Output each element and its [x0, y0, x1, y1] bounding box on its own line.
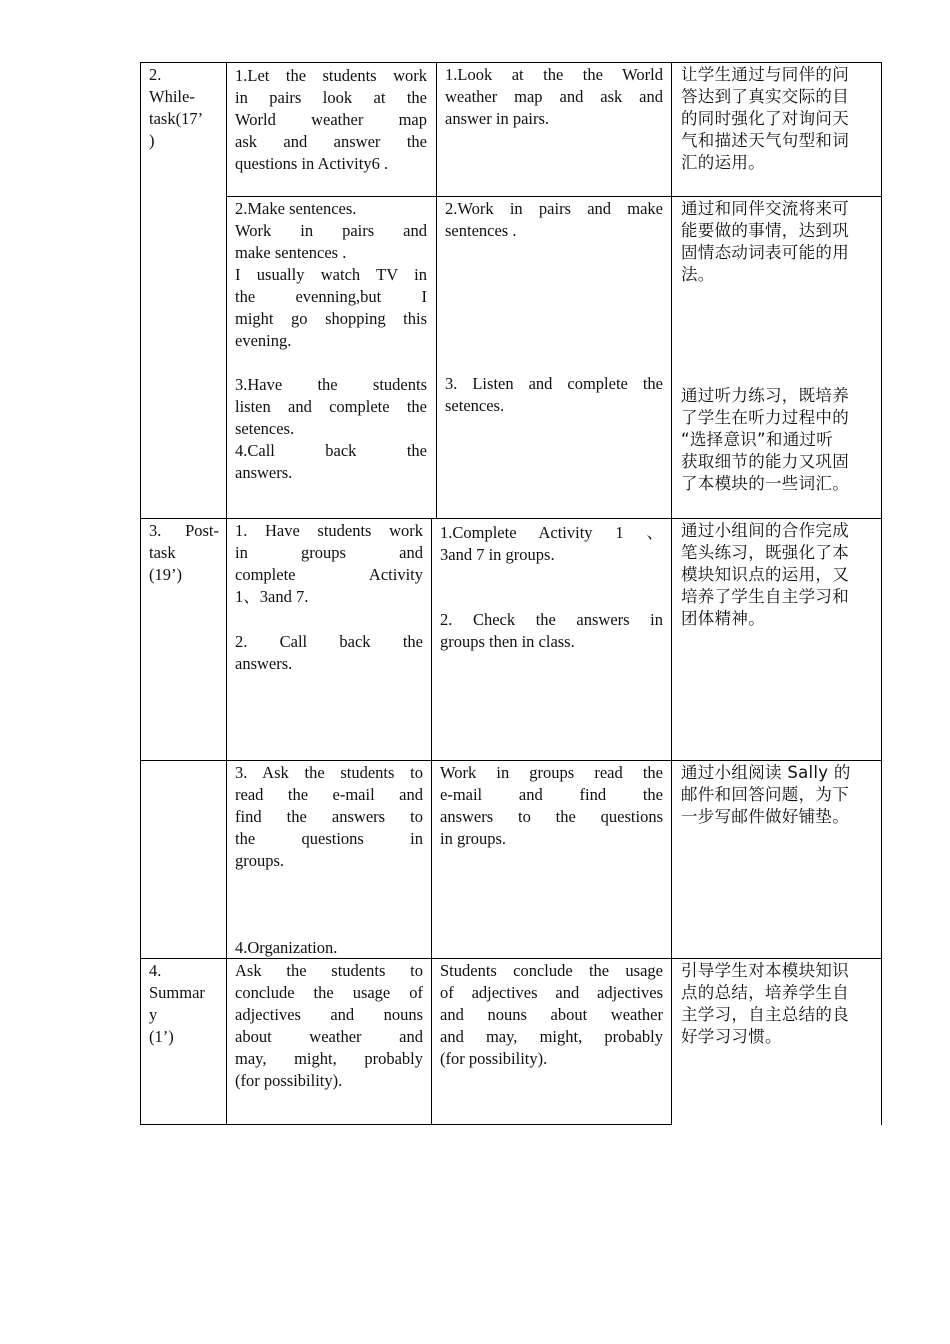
column-border	[431, 518, 432, 1125]
stage-cell-summary: 4. Summar y (1’)	[149, 961, 205, 1046]
student-activity-cell: Work in groups read the e-mail and find the answers to the questions in groups.	[440, 763, 663, 848]
column-border	[881, 62, 882, 1125]
teacher-activity-cell: 3. Ask the students to read the e-mail and find the answers to the questions in groups.	[235, 763, 423, 870]
purpose-cell: 让学生通过与同伴的问 答达到了真实交际的目 的同时强化了对询问天 气和描述天气句型和词 汇的运用。	[681, 65, 849, 172]
student-activity-cell: 2. Check the answers in groups then in class.	[440, 610, 663, 651]
teacher-activity-cell: 1. Have students work in groups and complete Activity 1、3and 7.	[235, 521, 423, 606]
student-activity-cell: 2.Work in pairs and make sentences .	[445, 199, 663, 240]
teacher-activity-cell: 2.Make sentences. Work in pairs and make sentences . I usually watch TV in the evenning,but I might go shopping this evening.	[235, 199, 427, 350]
purpose-cell: 通过听力练习，既培养 了学生在听力过程中的 “选择意识”和通过听 获取细节的能力又巩固 了本模块的一些词汇。	[681, 386, 849, 493]
row-border	[140, 760, 882, 761]
teacher-activity-cell: Ask the students to conclude the usage of adjectives and nouns about weather and may, might, probably (for possibility).	[235, 961, 423, 1090]
purpose-cell: 引导学生对本模块知识 点的总结，培养学生自 主学习，自主总结的良 好学习习惯。	[681, 961, 849, 1046]
student-activity-cell: 3. Listen and complete the setences.	[445, 374, 663, 415]
column-border	[226, 62, 227, 1125]
stage-cell-post-task: 3. Post- task (19’)	[149, 521, 219, 584]
row-border	[140, 1124, 672, 1125]
teacher-activity-cell: 1.Let the students work in pairs look at the World weather map ask and answer the questions in Activity6 .	[235, 66, 427, 173]
row-border	[140, 518, 882, 519]
purpose-cell: 通过和同伴交流将来可 能要做的事情，达到巩 固情态动词表可能的用 法。	[681, 199, 849, 284]
column-border	[140, 62, 141, 1125]
teacher-activity-cell: 3.Have the students listen and complete the setences. 4.Call back the answers.	[235, 375, 427, 482]
teacher-activity-cell: 2. Call back the answers.	[235, 632, 423, 673]
student-activity-cell: Students conclude the usage of adjectives and adjectives and nouns about weather and may, might, probably (for possibility).	[440, 961, 663, 1068]
teacher-organization-note: 4.Organization.	[235, 938, 338, 957]
stage-cell-while-task: 2. While- task(17’ )	[149, 65, 204, 150]
column-border	[436, 62, 437, 518]
purpose-cell: 通过小组间的合作完成 笔头练习，既强化了本 模块知识点的运用，又 培养了学生自主学习和 团体精神。	[681, 521, 849, 628]
purpose-cell: 通过小组阅读 Sally 的 邮件和回答问题，为下 一步写邮件做好铺垫。	[681, 763, 851, 826]
student-activity-cell: 1.Complete Activity 1 、 3and 7 in groups.	[440, 523, 663, 564]
student-activity-cell: 1.Look at the the World weather map and ask and answer in pairs.	[445, 65, 663, 128]
row-border	[226, 196, 882, 197]
row-border	[140, 62, 882, 63]
column-border	[671, 62, 672, 1125]
